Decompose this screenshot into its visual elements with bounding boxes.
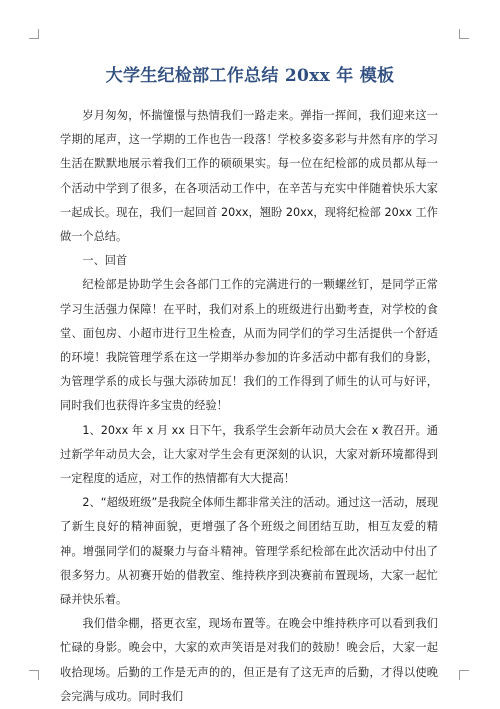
crop-mark-bottom-left	[29, 670, 39, 680]
document-title: 大学生纪检部工作总结 20xx 年 模板	[105, 66, 395, 86]
paragraph-item-1: 1、20xx 年 x 月 xx 日下午，我系学生会新年动员大会在 x 教召开。通过新学年动员大会，让大家对学生会有更深刻的认识，大家对新环境都得到一定程度的适应，对工作的热情都有大大提高！	[60, 423, 438, 486]
paragraph-intro: 岁月匆匆，怀揣憧憬与热情我们一路走来。弹指一挥间，我们迎来这一学期的尾声，这一学期的工作也告一段落！学校多姿多彩与井然有序的学习生活在默默地展示着我们工作的硕硕果实。每一位在纪检部的成员都从每一个活动中学到了很多，在各项活动工作中，在辛苦与充实中伴随着快乐大家一起成长。现在，我们一起回首 20xx，翘盼 20xx，现将纪检部 20xx 工作做一个总结。	[60, 109, 438, 244]
crop-mark-bottom-right	[459, 670, 469, 680]
crop-mark-top-left	[29, 29, 39, 39]
paragraph-department-role: 纪检部是协助学生会各部门工作的完满进行的一颗螺丝钉，是同学正常学习生活强力保障！在平时，我们对系上的班级进行出勤考查，对学校的食堂、面包房、小超市进行卫生检查，从而为同学们的学习生活提供一个舒适的环境！我院管理学系在这一学期举办参加的许多活动中都有我们的身影，为管理学系的成长与强大添砖加瓦！我们的工作得到了师生的认可与好评，同时我们也获得许多宝贵的经验！	[60, 278, 438, 413]
paragraph-party-work: 我们借伞棚，搭更衣室，现场布置等。在晚会中维持秩序可以看到我们忙碌的身影。晚会中，大家的欢声笑语是对我们的鼓励！晚会后，大家一起收拾现场。后勤的工作是无声的的，但正是有了这无声的后勤，才得以使晚会完满与成功。同时我们	[60, 617, 438, 703]
paragraph-item-2: 2、“超级班级”是我院全体师生都非常关注的活动。通过这一活动，展现了新生良好的精神面貌，更增强了各个班级之间团结互助，相互友爱的精神。增强同学们的凝聚力与奋斗精神。管理学系纪检部在此次活动中付出了很多努力。从初赛开始的借教室、维持秩序到决赛前布置现场，大家一起忙碌并快乐着。	[60, 496, 438, 607]
document-body	[60, 104, 438, 709]
section-heading-review: 一、回首	[82, 254, 128, 268]
crop-mark-top-right	[459, 29, 469, 39]
